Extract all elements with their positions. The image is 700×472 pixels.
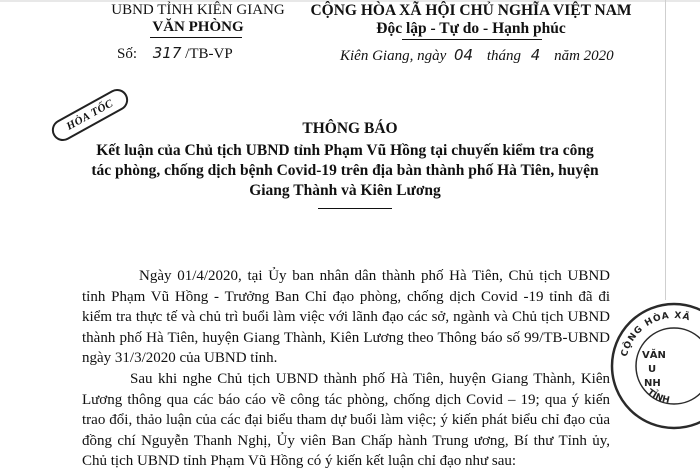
issuing-office: VĂN PHÒNG [152,19,244,35]
doc-number-prefix: Số: [117,46,138,62]
seal-inner-line-2: U [648,364,657,375]
svg-text:TỈNH [645,388,671,406]
seal-top-text: CỘNG HÒA XÃ [619,310,692,358]
seal-bottom-text: TỈNH [644,387,671,407]
office-underline [150,37,242,38]
national-motto: Độc lập - Tự do - Hạnh phúc [376,20,566,37]
scan-right-edge [665,0,666,300]
body-paragraph: Ngày 01/4/2020, tại Ủy ban nhân dân thành phố Hà Tiên, Chủ tịch UBND tỉnh Phạm Vũ Hồng - Trưởng Ban Chỉ đạo phòng, chống dịch Covid -19 tỉnh đã đi kiểm tra thực tế và chủ trì buổi làm việc với lãnh đạo các sở, ngành và Chủ tịch UBND thành phố Hà Tiên, huyện Giang Thành, Kiên Lương theo Thông báo số 99/TB-UBND ngày 31/3/2020 của UBND tỉnh. [82,268,610,366]
urgent-stamp: HỎA TỐC [48,85,132,145]
subject-underline [318,208,392,209]
issuing-agency: UBND TỈNH KIÊN GIANG [111,2,285,18]
doc-number-handwritten: 317 [152,44,182,62]
date-day-handwritten: 04 [454,46,474,64]
document-type-title: THÔNG BÁO [302,120,398,137]
document-subject: Kết luận của Chủ tịch UBND tỉnh Phạm Vũ Hồng tại chuyến kiểm tra công tác phòng, chống dịch bệnh Covid-19 trên địa bàn thành phố Hà Tiên, huyện Giang Thành và Kiên Lương [91,142,599,199]
motto-underline [402,39,542,40]
date-line [340,46,614,65]
seal-inner-line-1: VĂN [642,350,666,361]
date-year: năm 2020 [554,48,614,64]
seal-graphic [604,296,700,436]
date-place: Kiên Giang, ngày [340,48,447,64]
body-paragraph: Sau khi nghe Chủ tịch UBND thành phố Hà Tiên, huyện Giang Thành, Kiên Lương thông qua các báo cáo về công tác phòng, chống dịch Covid – 19; qua ý kiến trao đổi, thảo luận của các đại biểu tham dự buổi làm việc; ý kiến phát biểu chỉ đạo của đồng chí Nguyễn Thanh Nghị, Ủy viên Ban Chấp hành Trung ương, Bí thư Tỉnh ủy, Chủ tịch UBND tỉnh Phạm Vũ Hồng có ý kiến kết luận chỉ đạo như sau: [82,371,610,469]
date-month-handwritten: 4 [530,46,541,64]
official-seal [604,296,700,436]
national-title: CỘNG HÒA XÃ HỘI CHỦ NGHĨA VIỆT NAM [310,2,632,19]
doc-number-suffix: /TB-VP [185,46,233,62]
document-number [117,44,233,63]
seal-inner-line-3: NH [644,378,661,389]
date-month-label: tháng [486,48,522,64]
